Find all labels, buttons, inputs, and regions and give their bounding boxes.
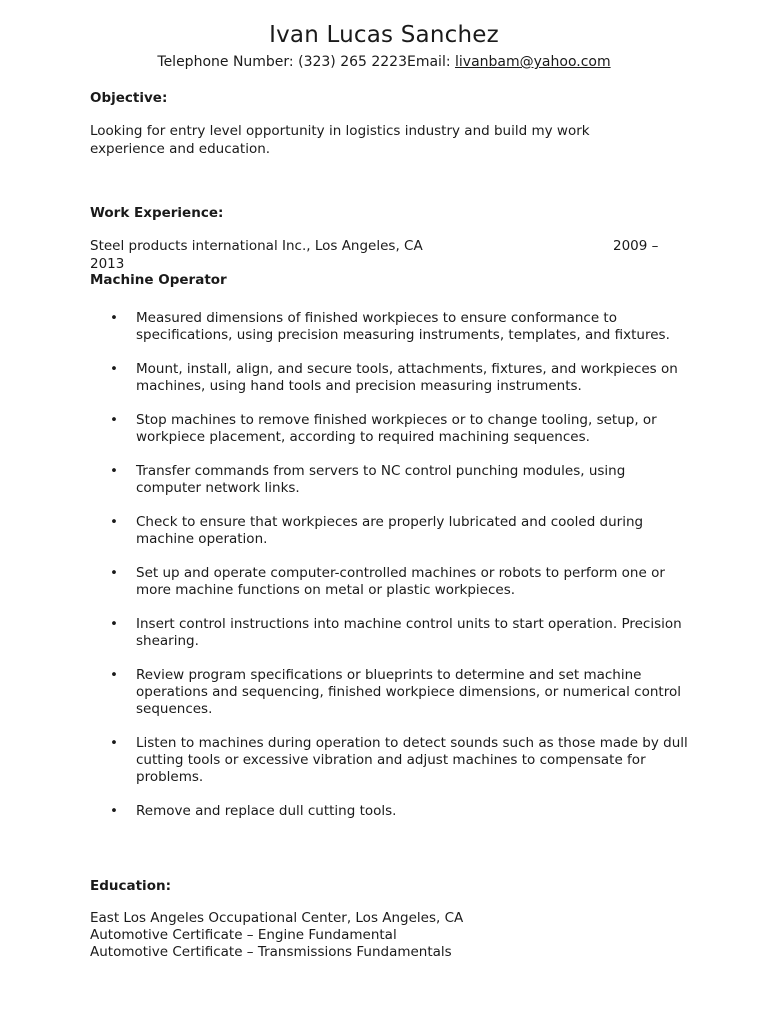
email-link[interactable]: livanbam@yahoo.com (455, 54, 611, 70)
job-company: Steel products international Inc., Los Angeles, CA (90, 238, 423, 254)
duty-text: Listen to machines during operation to detect sounds such as those made by dull cutting tools or excessive vibration and adjust machines to compensate for problems. (136, 735, 688, 785)
education-line: Automotive Certificate – Transmissions Fundamentals (90, 944, 452, 960)
bullet-icon: • (110, 565, 118, 581)
work-experience-heading: Work Experience: (90, 205, 224, 221)
bullet-icon: • (110, 514, 118, 530)
bullet-icon: • (110, 361, 118, 377)
job-dates-start: 2009 – (613, 238, 659, 254)
list-item (90, 310, 690, 344)
bullet-icon: • (110, 667, 118, 683)
education-line: East Los Angeles Occupational Center, Los Angeles, CA (90, 910, 464, 926)
education-heading: Education: (90, 878, 171, 894)
list-item (90, 463, 690, 497)
duty-text: Insert control instructions into machine control units to start operation. Precision shearing. (136, 616, 682, 649)
phone-text: Telephone Number: (323) 265 2223Email: (157, 54, 456, 70)
job-entry-line (90, 237, 670, 272)
job-duties-list (90, 310, 690, 837)
objective-text: Looking for entry level opportunity in logistics industry and build my work experience and education. (90, 123, 590, 157)
list-item (90, 667, 690, 718)
bullet-icon: • (110, 616, 118, 632)
bullet-icon: • (110, 412, 118, 428)
list-item (90, 735, 690, 786)
list-item (90, 803, 690, 820)
duty-text: Transfer commands from servers to NC control punching modules, using computer network links. (136, 463, 626, 496)
duty-text: Mount, install, align, and secure tools, attachments, fixtures, and workpieces on machines, using hand tools and precision measuring instruments. (136, 361, 678, 394)
bullet-icon: • (110, 803, 118, 819)
job-role: Machine Operator (90, 272, 227, 288)
list-item (90, 514, 690, 548)
list-item (90, 412, 690, 446)
bullet-icon: • (110, 463, 118, 479)
bullet-icon: • (110, 310, 118, 326)
list-item (90, 565, 690, 599)
education-line: Automotive Certificate – Engine Fundamental (90, 927, 397, 943)
job-dates-end: 2013 (90, 256, 125, 272)
duty-text: Remove and replace dull cutting tools. (136, 803, 397, 819)
duty-text: Stop machines to remove finished workpieces or to change tooling, setup, or workpiece placement, according to required machining sequences. (136, 412, 657, 445)
duty-text: Set up and operate computer-controlled machines or robots to perform one or more machine functions on metal or plastic workpieces. (136, 565, 665, 598)
list-item (90, 616, 690, 650)
list-item (90, 361, 690, 395)
education-details (90, 910, 463, 961)
duty-text: Check to ensure that workpieces are properly lubricated and cooled during machine operation. (136, 514, 644, 547)
bullet-icon: • (110, 735, 118, 751)
contact-line (0, 54, 768, 70)
duty-text: Measured dimensions of finished workpieces to ensure conformance to specifications, using precision measuring instruments, templates, and fixtures. (136, 310, 670, 343)
duty-text: Review program specifications or blueprints to determine and set machine operations and sequencing, finished workpiece dimensions, or numerical control sequences. (136, 667, 681, 717)
candidate-name: Ivan Lucas Sanchez (269, 22, 499, 48)
objective-heading: Objective: (90, 90, 168, 106)
